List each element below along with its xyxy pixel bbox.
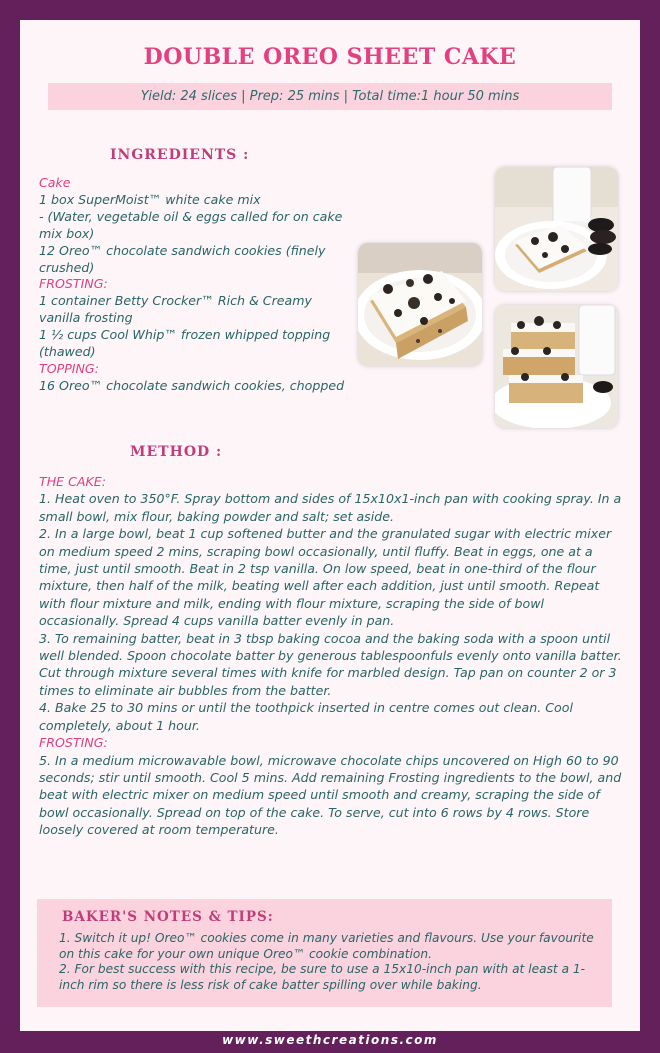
ingredient-item: 1 container Betty Crocker™ Rich & Creamy vanilla frosting [39,293,312,326]
method-step: 2. In a large bowl, beat 1 cup softened butter and the granulated sugar with electric mixer on medium speed 2 mins, scraping bowl occasionally, until fluffy. Beat in eggs, one at a time, just until smooth. Beat in 2 tsp vanilla. On low speed, beat in one-third of the flour mixture, then half of the milk, beating well after each addition, just until smooth. Repeat with flour mixture and milk, ending with flour mixture, scraping the side of bowl occasionally. Spread 4 cups vanilla batter evenly in pan. [39,526,612,629]
note-item: 1. Switch it up! Oreo™ cookies come in many varieties and flavours. Use your favourite on this cake for your own unique Oreo™ cookie combination. [59,931,594,961]
ingredients-cake-label: Cake [39,175,71,190]
method-step: 4. Bake 25 to 30 mins or until the toothpick inserted in centre comes out clean. Cool completely, about 1 hour. [39,700,573,733]
ingredients-list [39,175,349,395]
website-footer: www.sweethcreations.com [222,1033,438,1047]
notes-heading: BAKER'S NOTES & TIPS: [62,909,274,925]
ingredient-item: - (Water, vegetable oil & eggs called for on cake mix box) [39,208,343,241]
note-item: 2. For best success with this recipe, be sure to use a 15x10-inch pan with at least a 1-inch rim so there is less risk of cake batter spilling over while baking. [59,962,586,993]
ingredient-item: 16 Oreo™ chocolate sandwich cookies, chopped [39,377,345,393]
ingredient-item: 1 box SuperMoist™ white cake mix [39,191,261,207]
method-step: 1. Heat oven to 350°F. Spray bottom and sides of 15x10x1-inch pan with cooking spray. In a small bowl, mix flour, baking powder and salt; set aside. [39,491,622,524]
cake-milk-photo [495,167,618,291]
ingredients-frosting-label: FROSTING: [39,276,108,292]
recipe-title: DOUBLE OREO SHEET CAKE [143,44,517,70]
method-heading: METHOD : [130,444,223,460]
stacked-cake-photo [495,305,618,428]
ingredients-heading: INGREDIENTS : [110,147,250,163]
bakers-notes-box [37,899,612,1007]
method-cake-label: THE CAKE: [39,474,106,489]
cake-slice-photo [358,243,482,366]
ingredient-item: 1 ½ cups Cool Whip™ frozen whipped topping (thawed) [39,327,331,360]
ingredients-topping-label: TOPPING: [39,360,99,376]
recipe-meta-band: Yield: 24 slices | Prep: 25 mins | Total time:1 hour 50 mins [48,83,612,110]
method-steps [39,473,623,839]
method-frosting-label: FROSTING: [39,735,108,751]
ingredient-item: 12 Oreo™ chocolate sandwich cookies (finely crushed) [39,242,326,275]
notes-list [59,931,607,994]
method-step: 5. In a medium microwavable bowl, microwave chocolate chips uncovered on High 60 to 90 seconds; stir until smooth. Cool 5 mins. Add remaining Frosting ingredients to the bowl, and beat with electric mixer on medium speed until smooth and creamy, scraping the side of bowl occasionally. Spread on top of the cake. To serve, cut into 6 rows by 4 rows. Store loosely covered at room temperature. [39,752,622,838]
method-step: 3. To remaining batter, beat in 3 tbsp baking cocoa and the baking soda with a spoon until well blended. Spoon chocolate batter by generous tablespoonfuls evenly onto vanilla batter. Cut through mixture several times with knife for marbled design. Tap pan on counter 2 or 3 times to eliminate air bubbles from the batter. [39,630,622,698]
